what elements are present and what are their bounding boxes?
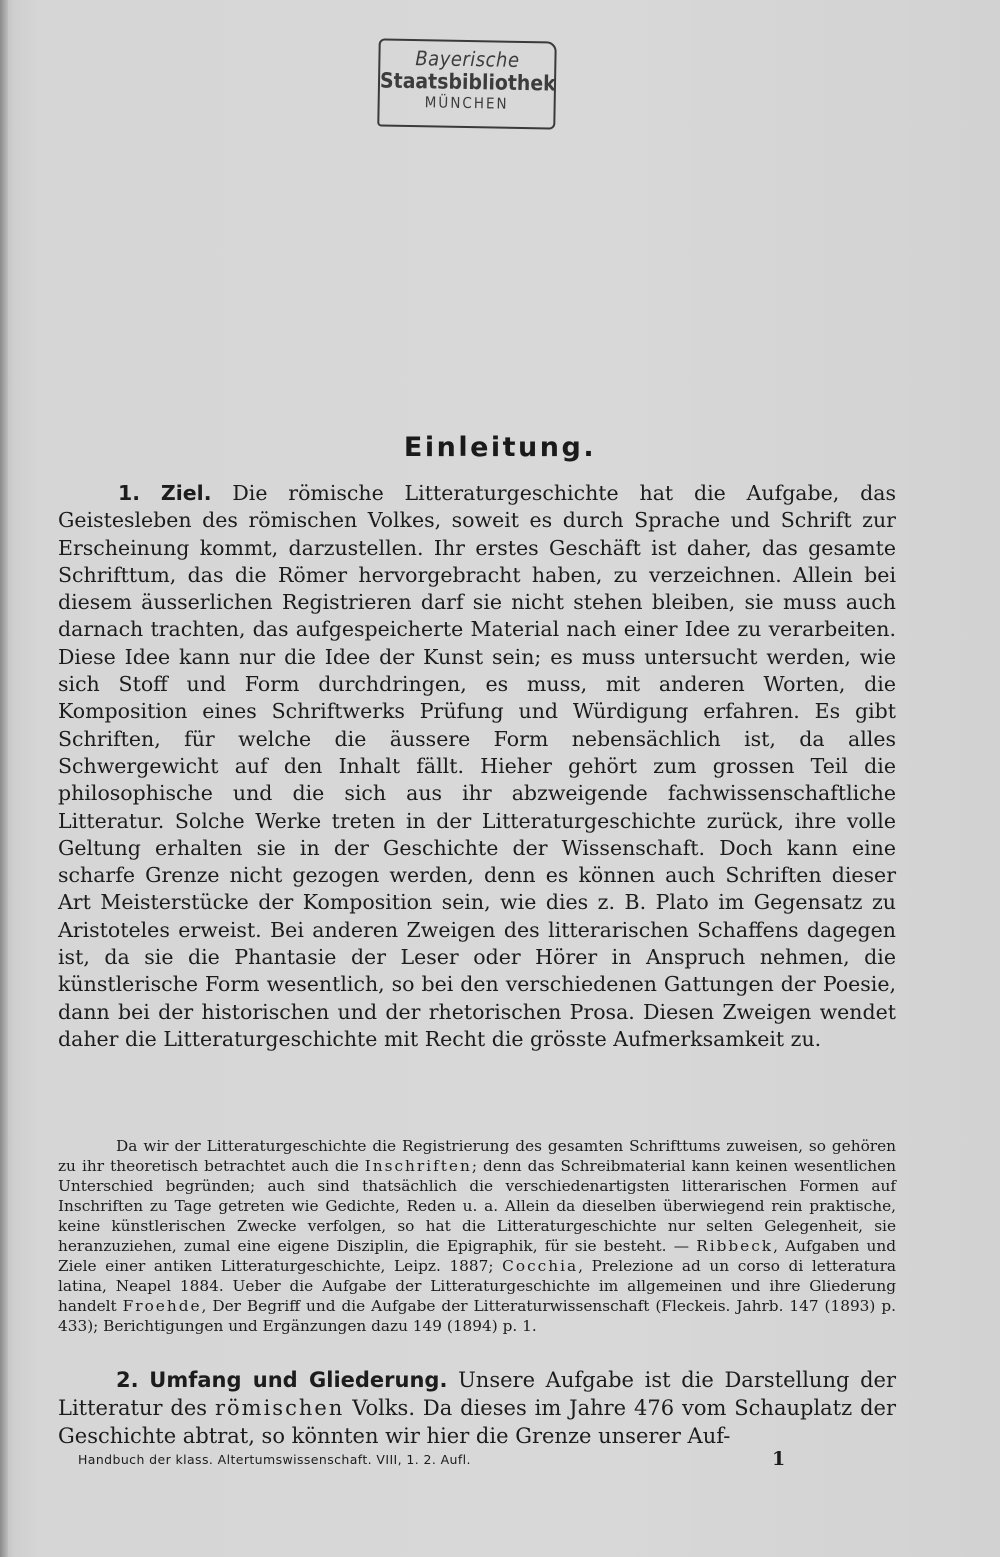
section-2 [58,1366,896,1450]
library-stamp [377,38,557,129]
page-edge-shadow [0,0,8,1557]
section-1-text: Die römische Litteraturgeschichte hat die Aufgabe, das Geistesleben des römischen Volkes, soweit es durch Sprache und Schrift zur Erscheinung kommt, darzustellen. Ihr erstes Geschäft ist daher, das gesamte Schrifttum, das die Römer hervorgebracht haben, zu verzeichnen. Allein bei diesem äusserlichen Registrieren darf sie nicht stehen bleiben, sie muss auch darnach trachten, das aufgespeicherte Material nach einer Idee zu verarbeiten. Diese Idee kann nur die Idee der Kunst sein; es muss untersucht werden, wie sich Stoff und Form durchdringen, es muss, mit anderen Worten, die Komposition eines Schriftwerks Prüfung und Würdigung erfahren. Es gibt Schriften, für welche die äussere Form nebensächlich ist, da alles Schwergewicht auf den Inhalt fällt. Hieher gehört zum grossen Teil die philosophische und die sich aus ihr abzweigende fachwissenschaftliche Litteratur. Solche Werke treten in der Litteraturgeschichte zurück, ihre volle Geltung erhalten sie in der Geschichte der Wissenschaft. Doch kann eine scharfe Grenze nicht gezogen werden, denn es können auch Schriften dieser Art Meisterstücke der Komposition sein, wie dies z. B. Plato im Gegensatz zu Aristoteles erweist. Bei anderen Zweigen des litterarischen Schaffens dagegen ist, da sie die Phantasie der Leser oder Hörer in Anspruch nehmen, die künstlerische Form wesentlich, so bei den verschiedenen Gattungen der Poesie, dann bei der historischen und der rhetorischen Prosa. Diesen Zweigen wendet daher die Litteraturgeschichte mit Recht die grösste Aufmerksamkeit zu. [58,481,896,1051]
footnote-part-3: , Aufgaben und Ziele einer antiken Litteraturgeschichte, Leipz. 1887; [58,1237,896,1275]
footnote-paragraph [58,1136,896,1336]
section-2-paragraph [58,1366,896,1450]
chapter-title: Einleitung. [403,432,597,463]
footnote-spaced-1: Inschriften [364,1157,472,1175]
footnote-spaced-2: Ribbeck [696,1237,774,1255]
footnote-spaced-4: Froehde [122,1297,202,1315]
page-footer: Handbuch der klass. Altertumswissenschaft. VIII, 1. 2. Aufl. [78,1452,471,1467]
stamp-line-1: Bayerische [415,46,520,72]
footnote-part-1: Da wir der Litteraturgeschichte die Registrierung des gesamten Schrifttums zuweisen, so gehören zu ihr theoretisch betrachtet auch die [58,1137,896,1175]
footnote [58,1136,896,1336]
stamp-line-2: Staatsbibliothek [379,68,556,96]
stamp-line-3: MÜNCHEN [424,93,509,113]
footnote-part-2: ; denn das Schreibmaterial kann keinen wesentlichen Unterschied begründen; auch sind thatsächlich die verschiedenartigsten litterarischen Formen auf Inschriften zu Tage getreten wie Gedichte, Reden u. a. Allein da dieselben überwiegend rein praktische, keine künstlerischen Zwecke verfolgen, so hat die Litteraturgeschichte nur selten Gelegenheit, sie heranzuziehen, zumal eine eigene Disziplin, die Epigraphik, für sie besteht. — [58,1157,896,1255]
footnote-part-4: , Prelezione ad un corso di letteratura latina, Neapel 1884. Ueber die Aufgabe der Litteraturgeschichte im allgemeinen und ihre Gliederung handelt [58,1257,896,1315]
section-2-spaced: römischen [214,1396,345,1420]
section-1-number: 1. [118,481,141,505]
section-1-paragraph [58,480,896,1053]
section-2-text-after: Volks. Da dieses im Jahre 476 vom Schauplatz der Geschichte abtrat, so könnten wir hier die Grenze unserer Auf- [58,1396,896,1448]
page-number: 1 [772,1448,786,1470]
section-2-text-before: Unsere Aufgabe ist die Darstellung der Litteratur des [58,1368,896,1420]
section-2-heading: Umfang und Gliederung. [149,1368,448,1392]
section-1-heading: Ziel. [160,481,212,505]
footnote-spaced-3: Cocchia [502,1257,579,1275]
section-2-number: 2. [116,1368,139,1392]
footnote-part-5: , Der Begriff und die Aufgabe der Litteraturwissenschaft (Fleckeis. Jahrb. 147 (1893) p. 433); Berichtigungen und Ergänzungen dazu 149 (1894) p. 1. [58,1297,896,1335]
section-1 [58,480,896,1053]
